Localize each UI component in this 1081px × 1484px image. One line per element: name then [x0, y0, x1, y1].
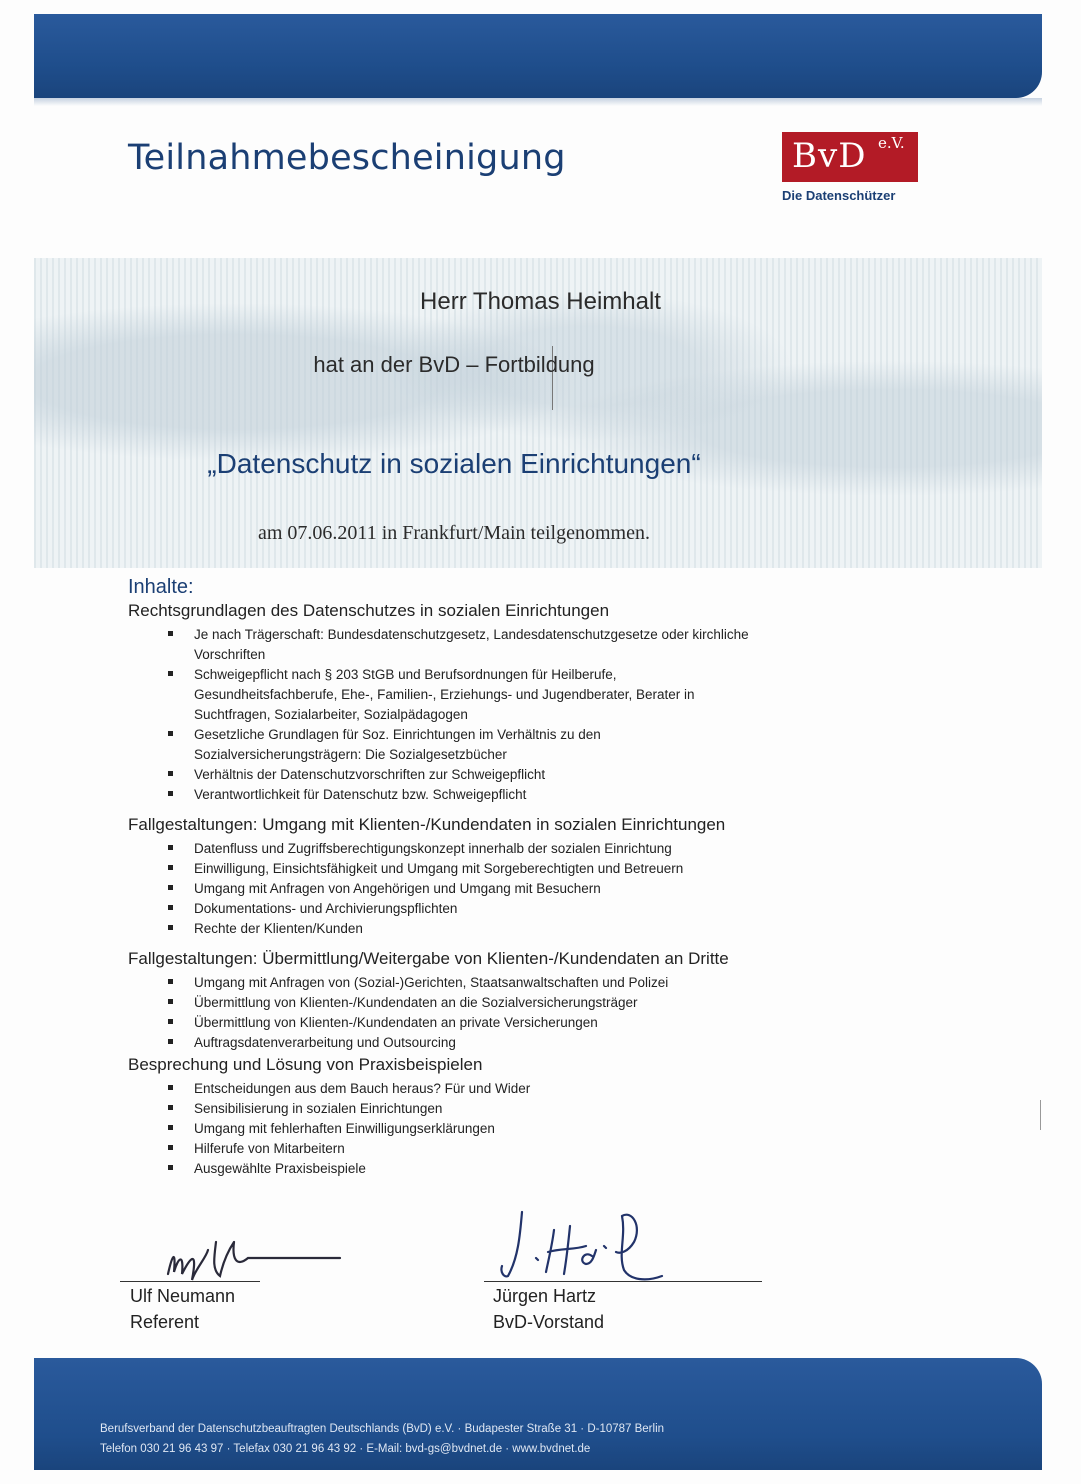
section-client-data: [128, 815, 928, 939]
section-title: Rechtsgrundlagen des Datenschutzes in sozialen Einrichtungen: [128, 601, 610, 620]
section-title: Fallgestaltungen: Übermittlung/Weitergabe von Klienten-/Kundendaten an Dritte: [128, 949, 729, 968]
participation-text: hat an der BvD – Fortbildung: [313, 352, 595, 377]
bullet-list: [168, 625, 928, 805]
list-item: Umgang mit Anfragen von Angehörigen und Umgang mit Besuchern: [168, 879, 928, 899]
contents-block: [128, 576, 928, 1189]
date-location: am 07.06.2011 in Frankfurt/Main teilgenommen.: [258, 522, 650, 544]
list-item: Verhältnis der Datenschutzvorschriften zur Schweigepflicht: [168, 765, 928, 785]
section-practice: [128, 1055, 928, 1179]
course-title: „Datenschutz in sozialen Einrichtungen“: [207, 448, 701, 479]
list-item: Einwilligung, Einsichtsfähigkeit und Umgang mit Sorgeberechtigten und Betreuern: [168, 859, 928, 879]
list-item: Sensibilisierung in sozialen Einrichtungen: [168, 1099, 928, 1119]
list-item: Auftragsdatenverarbeitung und Outsourcing: [168, 1033, 928, 1053]
list-item: Ausgewählte Praxisbeispiele: [168, 1159, 928, 1179]
logo-tagline: Die Datenschützer: [782, 188, 896, 203]
section-legal-basis: [128, 601, 928, 805]
list-item: Datenfluss und Zugriffsberechtigungskonzept innerhalb der sozialen Einrichtung: [168, 839, 928, 859]
list-item: Je nach Trägerschaft: Bundesdatenschutzgesetz, Landesdatenschutzgesetze oder kirchliche Vorschriften: [168, 625, 754, 665]
signer-name-left: Ulf Neumann: [130, 1286, 236, 1306]
bullet-list: [168, 839, 928, 939]
list-item: Übermittlung von Klienten-/Kundendaten an die Sozialversicherungsträger: [168, 993, 928, 1013]
section-transfer: [128, 949, 928, 1053]
header-band: [34, 14, 1042, 98]
list-item: Gesetzliche Grundlagen für Soz. Einrichtungen im Verhältnis zu den Sozialversicherungsträgern: Die Sozialgesetzbücher: [168, 725, 674, 765]
section-title: Fallgestaltungen: Umgang mit Klienten-/Kundendaten in sozialen Einrichtungen: [128, 815, 726, 834]
list-item: Hilferufe von Mitarbeitern: [168, 1139, 928, 1159]
list-item: Umgang mit fehlerhaften Einwilligungserklärungen: [168, 1119, 928, 1139]
logo-text: BvD: [792, 136, 867, 176]
contents-heading: Inhalte:: [128, 576, 194, 598]
signature-line-left: [120, 1281, 260, 1282]
logo-box: [782, 132, 918, 182]
signature-line-right: [484, 1281, 762, 1282]
list-item: Übermittlung von Klienten-/Kundendaten an private Versicherungen: [168, 1013, 928, 1033]
page-title: Teilnahmebescheinigung: [128, 138, 566, 178]
section-title: Besprechung und Lösung von Praxisbeispielen: [128, 1055, 483, 1074]
signature-left: [150, 1228, 350, 1284]
list-item: Umgang mit Anfragen von (Sozial-)Gerichten, Staatsanwaltschaften und Polizei: [168, 973, 928, 993]
bullet-list: [168, 1079, 928, 1179]
footer-address: Berufsverband der Datenschutzbeauftragten Deutschlands (BvD) e.V. · Budapester Straße 31 · D-10787 Berlin: [100, 1423, 665, 1435]
list-item: Entscheidungen aus dem Bauch heraus? Für und Wider: [168, 1079, 928, 1099]
list-item: Rechte der Klienten/Kunden: [168, 919, 928, 939]
bullet-list: [168, 973, 928, 1053]
signature-right: [496, 1206, 676, 1286]
signer-role-left: Referent: [130, 1312, 200, 1332]
participant-name: Herr Thomas Heimhalt: [420, 288, 661, 315]
scan-mark: [1040, 1100, 1041, 1130]
list-item: Schweigepflicht nach § 203 StGB und Berufsordnungen für Heilberufe, Gesundheitsfachberufe, Ehe-, Familien-, Erziehungs- und Jugendberater, Berater in Suchtfragen, Sozialarbeiter, Sozialpädagogen: [168, 665, 754, 725]
list-item: Dokumentations- und Archivierungspflichten: [168, 899, 928, 919]
bvd-logo: [782, 132, 918, 203]
footer-contact: Telefon 030 21 96 43 97 · Telefax 030 21 96 43 92 · E-Mail: bvd-gs@bvdnet.de · www.bvdnet.de: [100, 1443, 591, 1455]
logo-sup: e.V.: [878, 134, 905, 152]
list-item: Verantwortlichkeit für Datenschutz bzw. Schweigepflicht: [168, 785, 928, 805]
signer-name-right: Jürgen Hartz: [493, 1286, 597, 1306]
signer-role-right: BvD-Vorstand: [493, 1312, 605, 1332]
